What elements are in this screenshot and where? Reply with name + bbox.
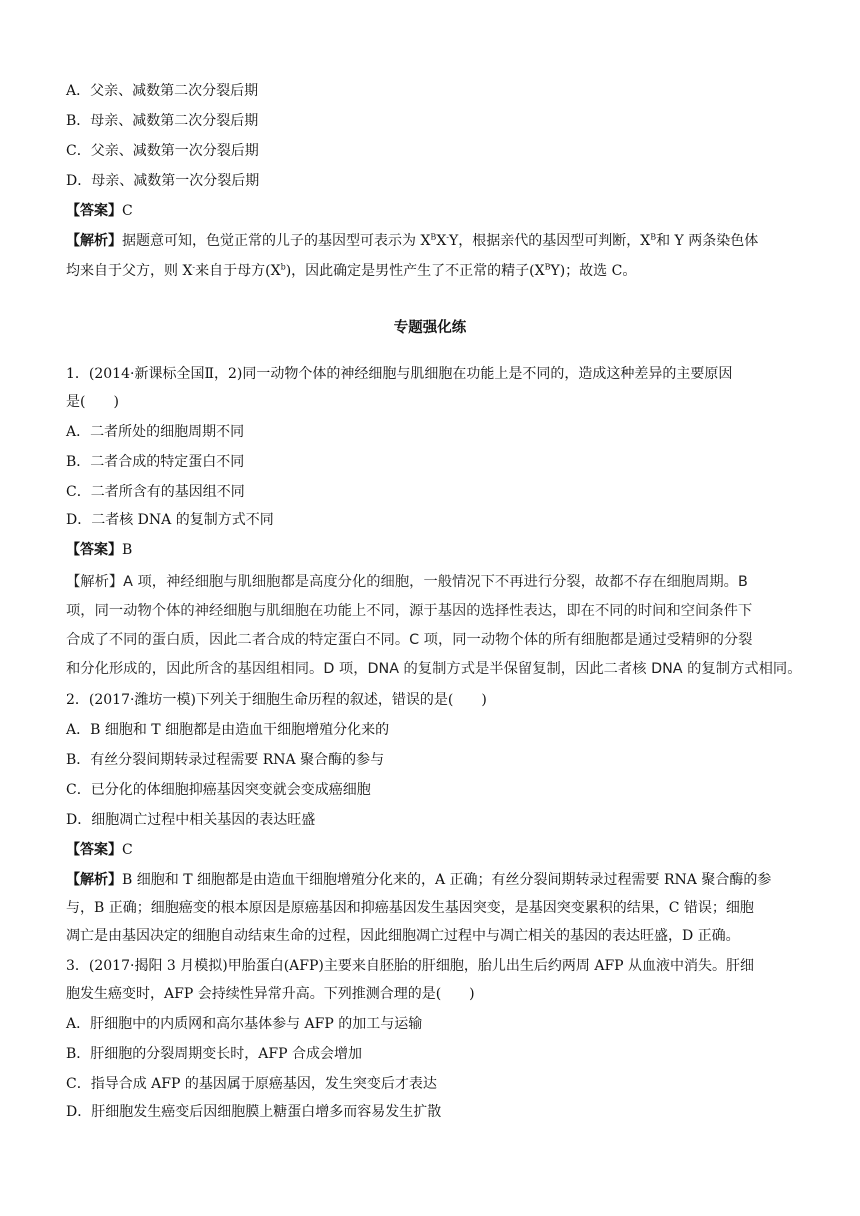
q1-option-b: B．二者合成的特定蛋白不同 — [66, 454, 245, 470]
answer-value: B — [122, 542, 133, 558]
answer-tag: 【答案】 — [66, 842, 122, 858]
answer-value: C — [122, 203, 133, 219]
superscript: - — [192, 262, 196, 272]
analysis-text: 来自于母方(X — [195, 263, 281, 279]
q1-option-c: C．二者所含有的基因组不同 — [66, 484, 245, 500]
q3-stem-line-1: 3．(2017·揭阳 3 月模拟)甲胎蛋白(AFP)主要来自胚胎的肝细胞，胎儿出生后约两周 AFP 从血液中消失。肝细 — [66, 958, 755, 974]
analysis-text: 据题意可知，色觉正常的儿子的基因型可表示为 X — [122, 233, 431, 249]
analysis-text: Y)；故选 C。 — [550, 263, 637, 279]
q1-analysis-line-3: 合成了不同的蛋白质，因此二者合成的特定蛋白不同。C 项，同一动物个体的所有细胞都是通过受精卵的分裂 — [66, 632, 753, 648]
section-title: 专题强化练 — [393, 319, 467, 336]
superscript: b — [280, 262, 286, 272]
q1-option-d: D．二者核 DNA 的复制方式不同 — [66, 512, 274, 528]
prev-option-d: D．母亲、减数第一次分裂后期 — [66, 173, 260, 189]
q3-option-b: B．肝细胞的分裂周期变长时，AFP 合成会增加 — [66, 1046, 362, 1062]
analysis-text: )，因此确定是男性产生了不正常的精子(X — [285, 263, 545, 279]
answer-value: C — [122, 842, 133, 858]
q2-analysis-line-1 — [66, 870, 771, 890]
q1-analysis-line-2: 项，同一动物个体的神经细胞与肌细胞在功能上不同，源于基因的选择性表达，即在不同的时间和空间条件下 — [66, 603, 753, 619]
q2-option-b: B．有丝分裂间期转录过程需要 RNA 聚合酶的参与 — [66, 752, 385, 768]
superscript: B — [544, 262, 551, 272]
prev-option-c: C．父亲、减数第一次分裂后期 — [66, 143, 259, 159]
q2-analysis-line-2: 与，B 正确；细胞癌变的根本原因是原癌基因和抑癌基因发生基因突变，是基因突变累积的结果，C 错误；细胞 — [66, 900, 754, 916]
superscript: B — [430, 232, 437, 242]
analysis-text: X — [436, 233, 447, 249]
q3-option-d: D．肝细胞发生癌变后因细胞膜上糖蛋白增多而容易发生扩散 — [66, 1104, 442, 1120]
q1-analysis-line-4: 和分化形成的，因此所含的基因组相同。D 项，DNA 的复制方式是半保留复制，因此二者核 DNA 的复制方式相同。 — [66, 661, 802, 677]
superscript: B — [650, 232, 657, 242]
q2-stem: 2．(2017·潍坊一模)下列关于细胞生命历程的叙述，错误的是( ) — [66, 692, 487, 708]
prev-answer — [66, 201, 133, 221]
analysis-text: B 细胞和 T 细胞都是由造血干细胞增殖分化来的，A 正确；有丝分裂间期转录过程需要 RNA 聚合酶的参 — [122, 872, 772, 888]
answer-tag: 【答案】 — [66, 542, 122, 558]
analysis-text: 和 Y 两条染色体 — [656, 233, 759, 249]
q1-option-a: A．二者所处的细胞周期不同 — [66, 424, 245, 440]
q2-option-c: C．已分化的体细胞抑癌基因突变就会变成癌细胞 — [66, 782, 371, 798]
analysis-tag: 【解析】 — [66, 233, 122, 249]
q3-option-c: C．指导合成 AFP 的基因属于原癌基因，发生突变后才表达 — [66, 1076, 437, 1092]
prev-option-b: B．母亲、减数第二次分裂后期 — [66, 113, 259, 129]
q1-stem-line-2: 是( ) — [66, 394, 119, 410]
prev-analysis-line-2 — [66, 261, 636, 281]
prev-analysis-line-1 — [66, 231, 758, 251]
q3-option-a: A．肝细胞中的内质网和高尔基体参与 AFP 的加工与运输 — [66, 1016, 423, 1032]
analysis-text: 均来自于父方，则 X — [66, 263, 193, 279]
analysis-tag: 【解析】 — [66, 872, 122, 888]
answer-tag: 【答案】 — [66, 203, 122, 219]
q2-option-a: A．B 细胞和 T 细胞都是由造血干细胞增殖分化来的 — [66, 722, 390, 738]
q2-option-d: D．细胞凋亡过程中相关基因的表达旺盛 — [66, 812, 316, 828]
superscript: - — [446, 232, 449, 242]
q3-stem-line-2: 胞发生癌变时，AFP 会持续性异常升高。下列推测合理的是( ) — [66, 986, 475, 1002]
q2-analysis-line-3: 凋亡是由基因决定的细胞自动结束生命的过程，因此细胞凋亡过程中与凋亡相关的基因的表达旺盛，D 正确。 — [66, 928, 740, 944]
q2-answer — [66, 840, 133, 860]
q1-analysis-line-1: 【解析】A 项，神经细胞与肌细胞都是高度分化的细胞，一般情况下不再进行分裂，故都不存在细胞周期。B — [66, 574, 748, 590]
q1-answer — [66, 540, 132, 560]
q1-stem-line-1: 1．(2014·新课标全国Ⅱ，2)同一动物个体的神经细胞与肌细胞在功能上是不同的，造成这种差异的主要原因 — [66, 366, 733, 382]
analysis-text: Y，根据亲代的基因型可判断，X — [448, 233, 651, 249]
prev-option-a: A．父亲、减数第二次分裂后期 — [66, 83, 259, 99]
